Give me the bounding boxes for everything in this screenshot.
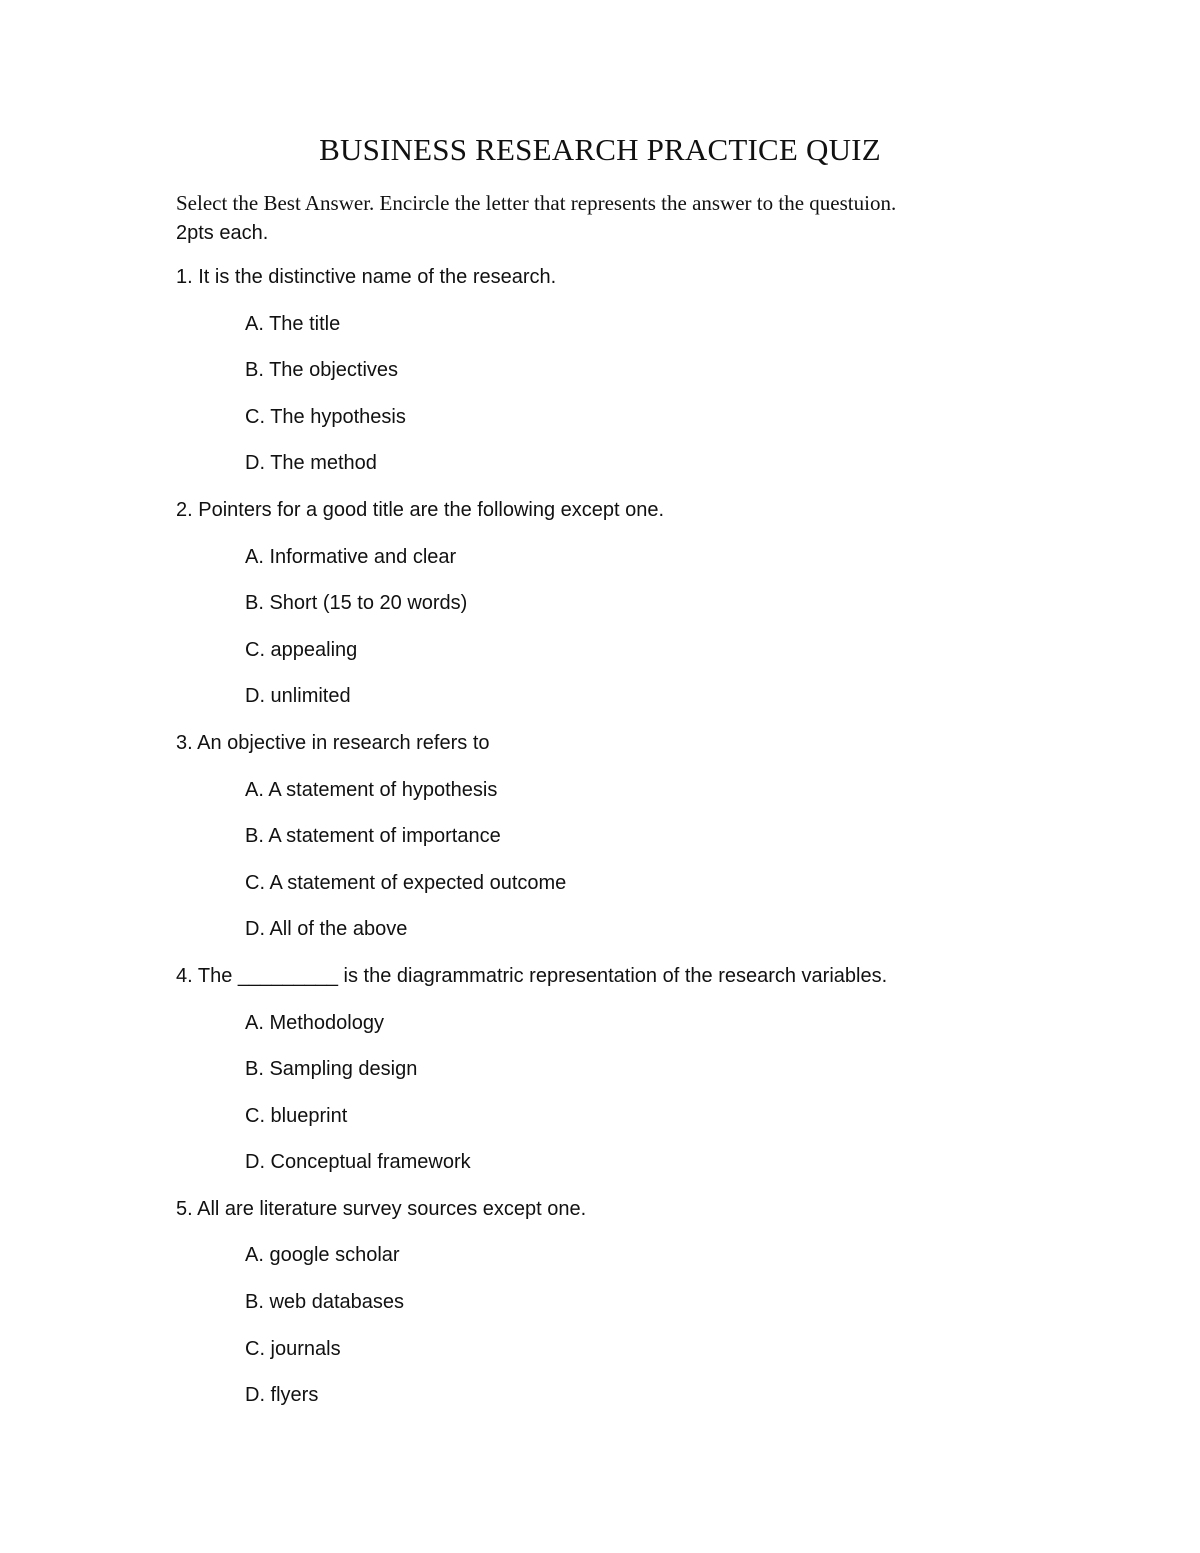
instructions: [176, 189, 1056, 248]
instructions-text: Select the Best Answer. Encircle the letter that represents the answer to the questuion.: [176, 191, 897, 215]
question-2-option-d[interactable]: D. unlimited: [245, 685, 351, 708]
question-3-option-c[interactable]: C. A statement of expected outcome: [245, 871, 567, 894]
question-3-option-a[interactable]: A. A statement of hypothesis: [245, 778, 498, 801]
question-4-option-c[interactable]: C. blueprint: [245, 1104, 348, 1127]
question-1-option-d[interactable]: D. The method: [245, 452, 377, 475]
question-5: 5. All are literature survey sources except one.: [176, 1197, 587, 1220]
question-3-option-d[interactable]: D. All of the above: [245, 918, 408, 941]
question-3: 3. An objective in research refers to: [176, 731, 490, 754]
instructions-line-2: 2pts each.: [176, 222, 269, 244]
question-3-option-b[interactable]: B. A statement of importance: [245, 825, 501, 848]
quiz-title: BUSINESS RESEARCH PRACTICE QUIZ: [319, 132, 881, 167]
question-5-option-a[interactable]: A. google scholar: [245, 1244, 400, 1267]
question-2-option-a[interactable]: A. Informative and clear: [245, 545, 457, 568]
question-5-option-b[interactable]: B. web databases: [245, 1291, 404, 1314]
question-1-option-c[interactable]: C. The hypothesis: [245, 405, 406, 428]
question-4: 4. The _________ is the diagrammatric representation of the research variables.: [176, 964, 888, 987]
question-2-option-b[interactable]: B. Short (15 to 20 words): [245, 592, 468, 615]
question-1-option-a[interactable]: A. The title: [245, 312, 341, 335]
question-5-option-c[interactable]: C. journals: [245, 1337, 341, 1360]
question-2-option-c[interactable]: C. appealing: [245, 638, 358, 661]
question-list: [176, 262, 1076, 1427]
question-4-option-b[interactable]: B. Sampling design: [245, 1058, 418, 1081]
question-1-option-b[interactable]: B. The objectives: [245, 359, 399, 382]
question-2: 2. Pointers for a good title are the following except one.: [176, 498, 665, 521]
question-5-option-d[interactable]: D. flyers: [245, 1384, 319, 1407]
instructions-line-1: [176, 189, 1056, 219]
question-1: 1. It is the distinctive name of the research.: [176, 266, 557, 288]
question-4-option-d[interactable]: D. Conceptual framework: [245, 1151, 471, 1174]
question-4-option-a[interactable]: A. Methodology: [245, 1011, 384, 1034]
